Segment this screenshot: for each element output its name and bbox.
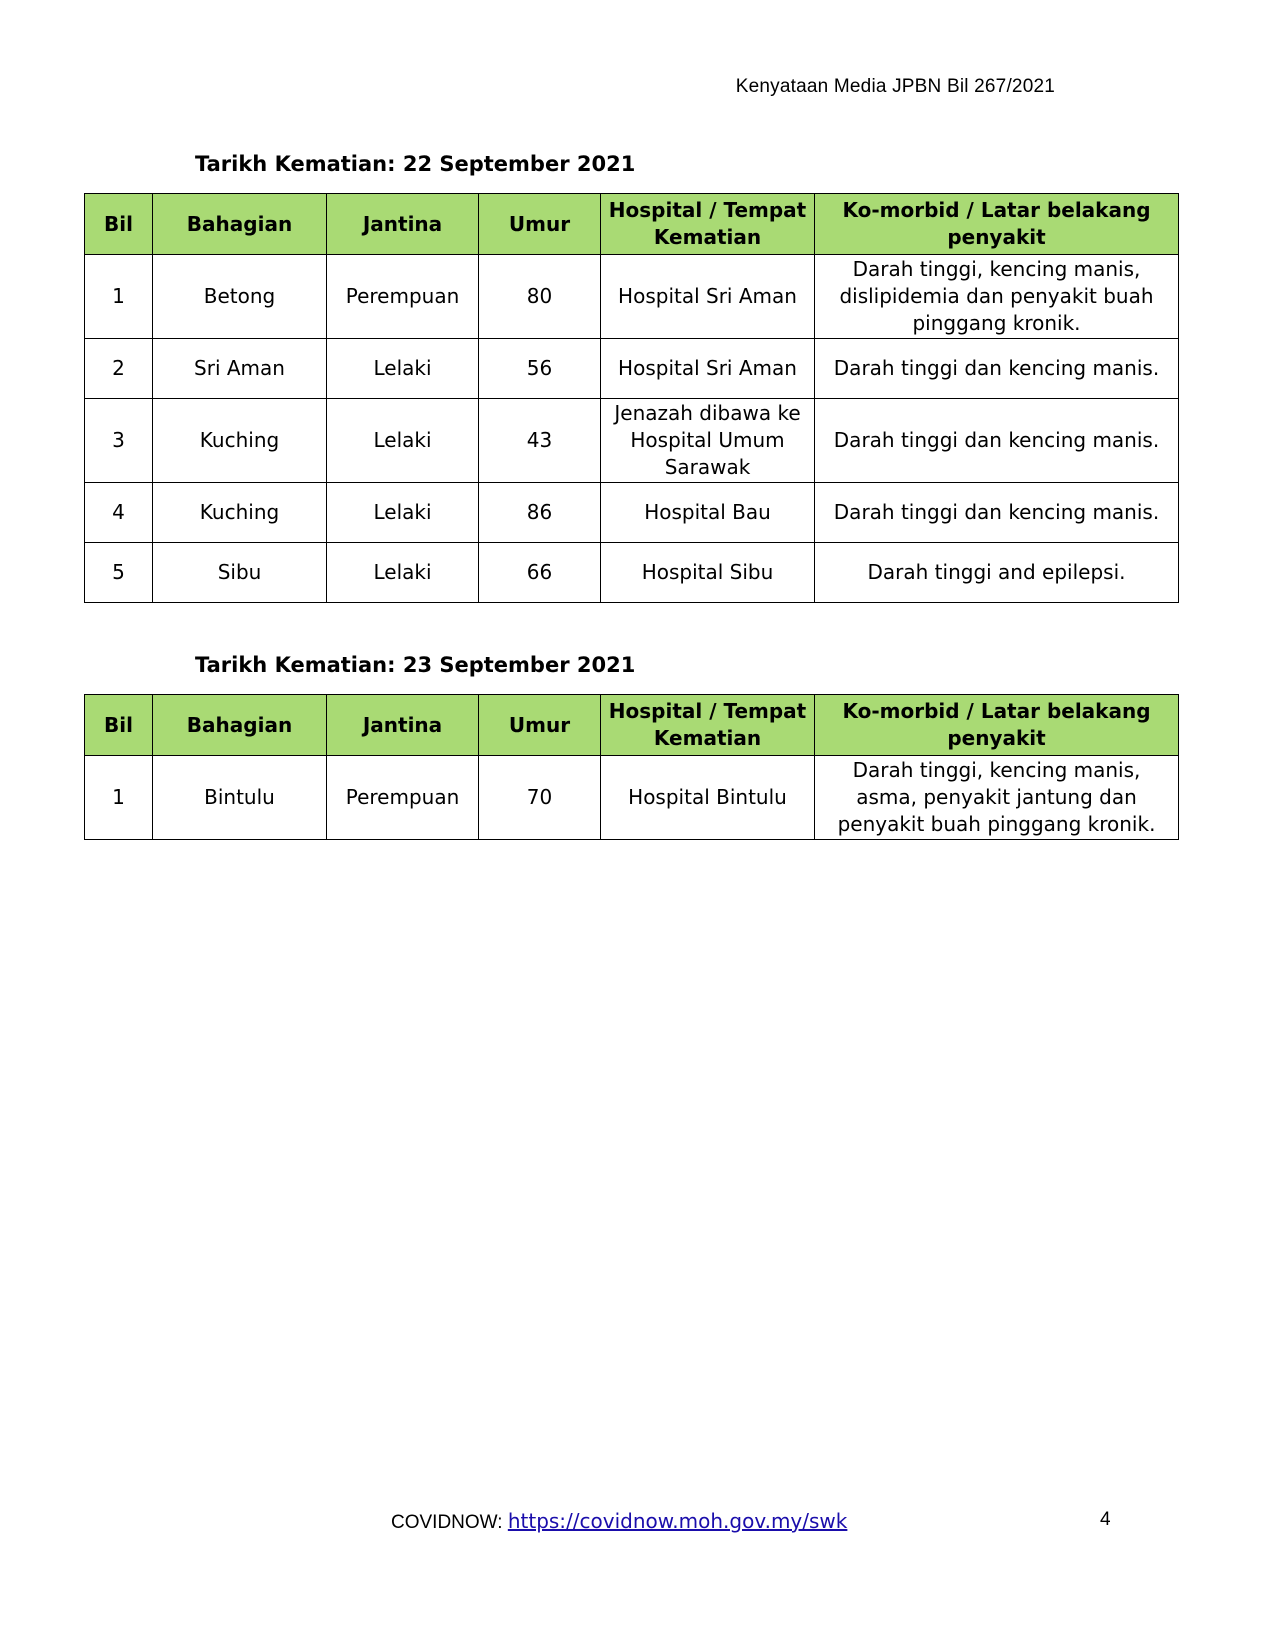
column-header-bahagian: Bahagian [153, 194, 327, 255]
section-title-23-sep: Tarikh Kematian: 23 September 2021 [195, 653, 636, 677]
cell-bil: 1 [85, 756, 153, 840]
cell-komorbid: Darah tinggi dan kencing manis. [815, 339, 1179, 399]
cell-jantina: Perempuan [327, 756, 479, 840]
cell-bahagian: Bintulu [153, 756, 327, 840]
cell-jantina: Lelaki [327, 339, 479, 399]
table-row [85, 543, 1179, 603]
cell-bahagian: Betong [153, 255, 327, 339]
column-header-umur: Umur [479, 695, 601, 756]
table-row [85, 399, 1179, 483]
cell-jantina: Lelaki [327, 399, 479, 483]
cell-umur: 86 [479, 483, 601, 543]
cell-bil: 1 [85, 255, 153, 339]
footer [391, 1509, 847, 1534]
column-header-bil: Bil [85, 695, 153, 756]
cell-umur: 80 [479, 255, 601, 339]
section-title-22-sep: Tarikh Kematian: 22 September 2021 [195, 152, 636, 176]
column-header-umur: Umur [479, 194, 601, 255]
cell-komorbid: Darah tinggi, kencing manis, asma, penyakit jantung dan penyakit buah pinggang kronik. [815, 756, 1179, 840]
cell-hospital: Hospital Sibu [601, 543, 815, 603]
deaths-table-22-sep [84, 193, 1179, 603]
cell-jantina: Lelaki [327, 543, 479, 603]
column-header-komorbid: Ko-morbid / Latar belakang penyakit [815, 194, 1179, 255]
document-reference: Kenyataan Media JPBN Bil 267/2021 [735, 76, 1055, 97]
cell-jantina: Perempuan [327, 255, 479, 339]
cell-umur: 56 [479, 339, 601, 399]
cell-umur: 43 [479, 399, 601, 483]
cell-komorbid: Darah tinggi dan kencing manis. [815, 483, 1179, 543]
cell-komorbid: Darah tinggi, kencing manis, dislipidemia dan penyakit buah pinggang kronik. [815, 255, 1179, 339]
page-number: 4 [1100, 1509, 1111, 1530]
column-header-komorbid: Ko-morbid / Latar belakang penyakit [815, 695, 1179, 756]
cell-bahagian: Sri Aman [153, 339, 327, 399]
cell-jantina: Lelaki [327, 483, 479, 543]
footer-label: COVIDNOW: [391, 1512, 503, 1533]
column-header-jantina: Jantina [327, 194, 479, 255]
cell-umur: 70 [479, 756, 601, 840]
cell-hospital: Hospital Bintulu [601, 756, 815, 840]
cell-hospital: Hospital Sri Aman [601, 255, 815, 339]
covidnow-link[interactable]: https://covidnow.moh.gov.my/swk [507, 1509, 848, 1533]
cell-bahagian: Sibu [153, 543, 327, 603]
column-header-hospital: Hospital / Tempat Kematian [601, 695, 815, 756]
column-header-jantina: Jantina [327, 695, 479, 756]
cell-bahagian: Kuching [153, 483, 327, 543]
table-row [85, 339, 1179, 399]
cell-hospital: Jenazah dibawa ke Hospital Umum Sarawak [601, 399, 815, 483]
cell-bil: 2 [85, 339, 153, 399]
cell-hospital: Hospital Bau [601, 483, 815, 543]
cell-bahagian: Kuching [153, 399, 327, 483]
column-header-hospital: Hospital / Tempat Kematian [601, 194, 815, 255]
cell-bil: 3 [85, 399, 153, 483]
table-header-row [85, 194, 1179, 255]
cell-komorbid: Darah tinggi dan kencing manis. [815, 399, 1179, 483]
column-header-bahagian: Bahagian [153, 695, 327, 756]
deaths-table-23-sep [84, 694, 1179, 840]
cell-hospital: Hospital Sri Aman [601, 339, 815, 399]
cell-bil: 5 [85, 543, 153, 603]
column-header-bil: Bil [85, 194, 153, 255]
cell-bil: 4 [85, 483, 153, 543]
table-header-row [85, 695, 1179, 756]
cell-komorbid: Darah tinggi and epilepsi. [815, 543, 1179, 603]
table-row [85, 483, 1179, 543]
table-row [85, 255, 1179, 339]
table-row [85, 756, 1179, 840]
cell-umur: 66 [479, 543, 601, 603]
